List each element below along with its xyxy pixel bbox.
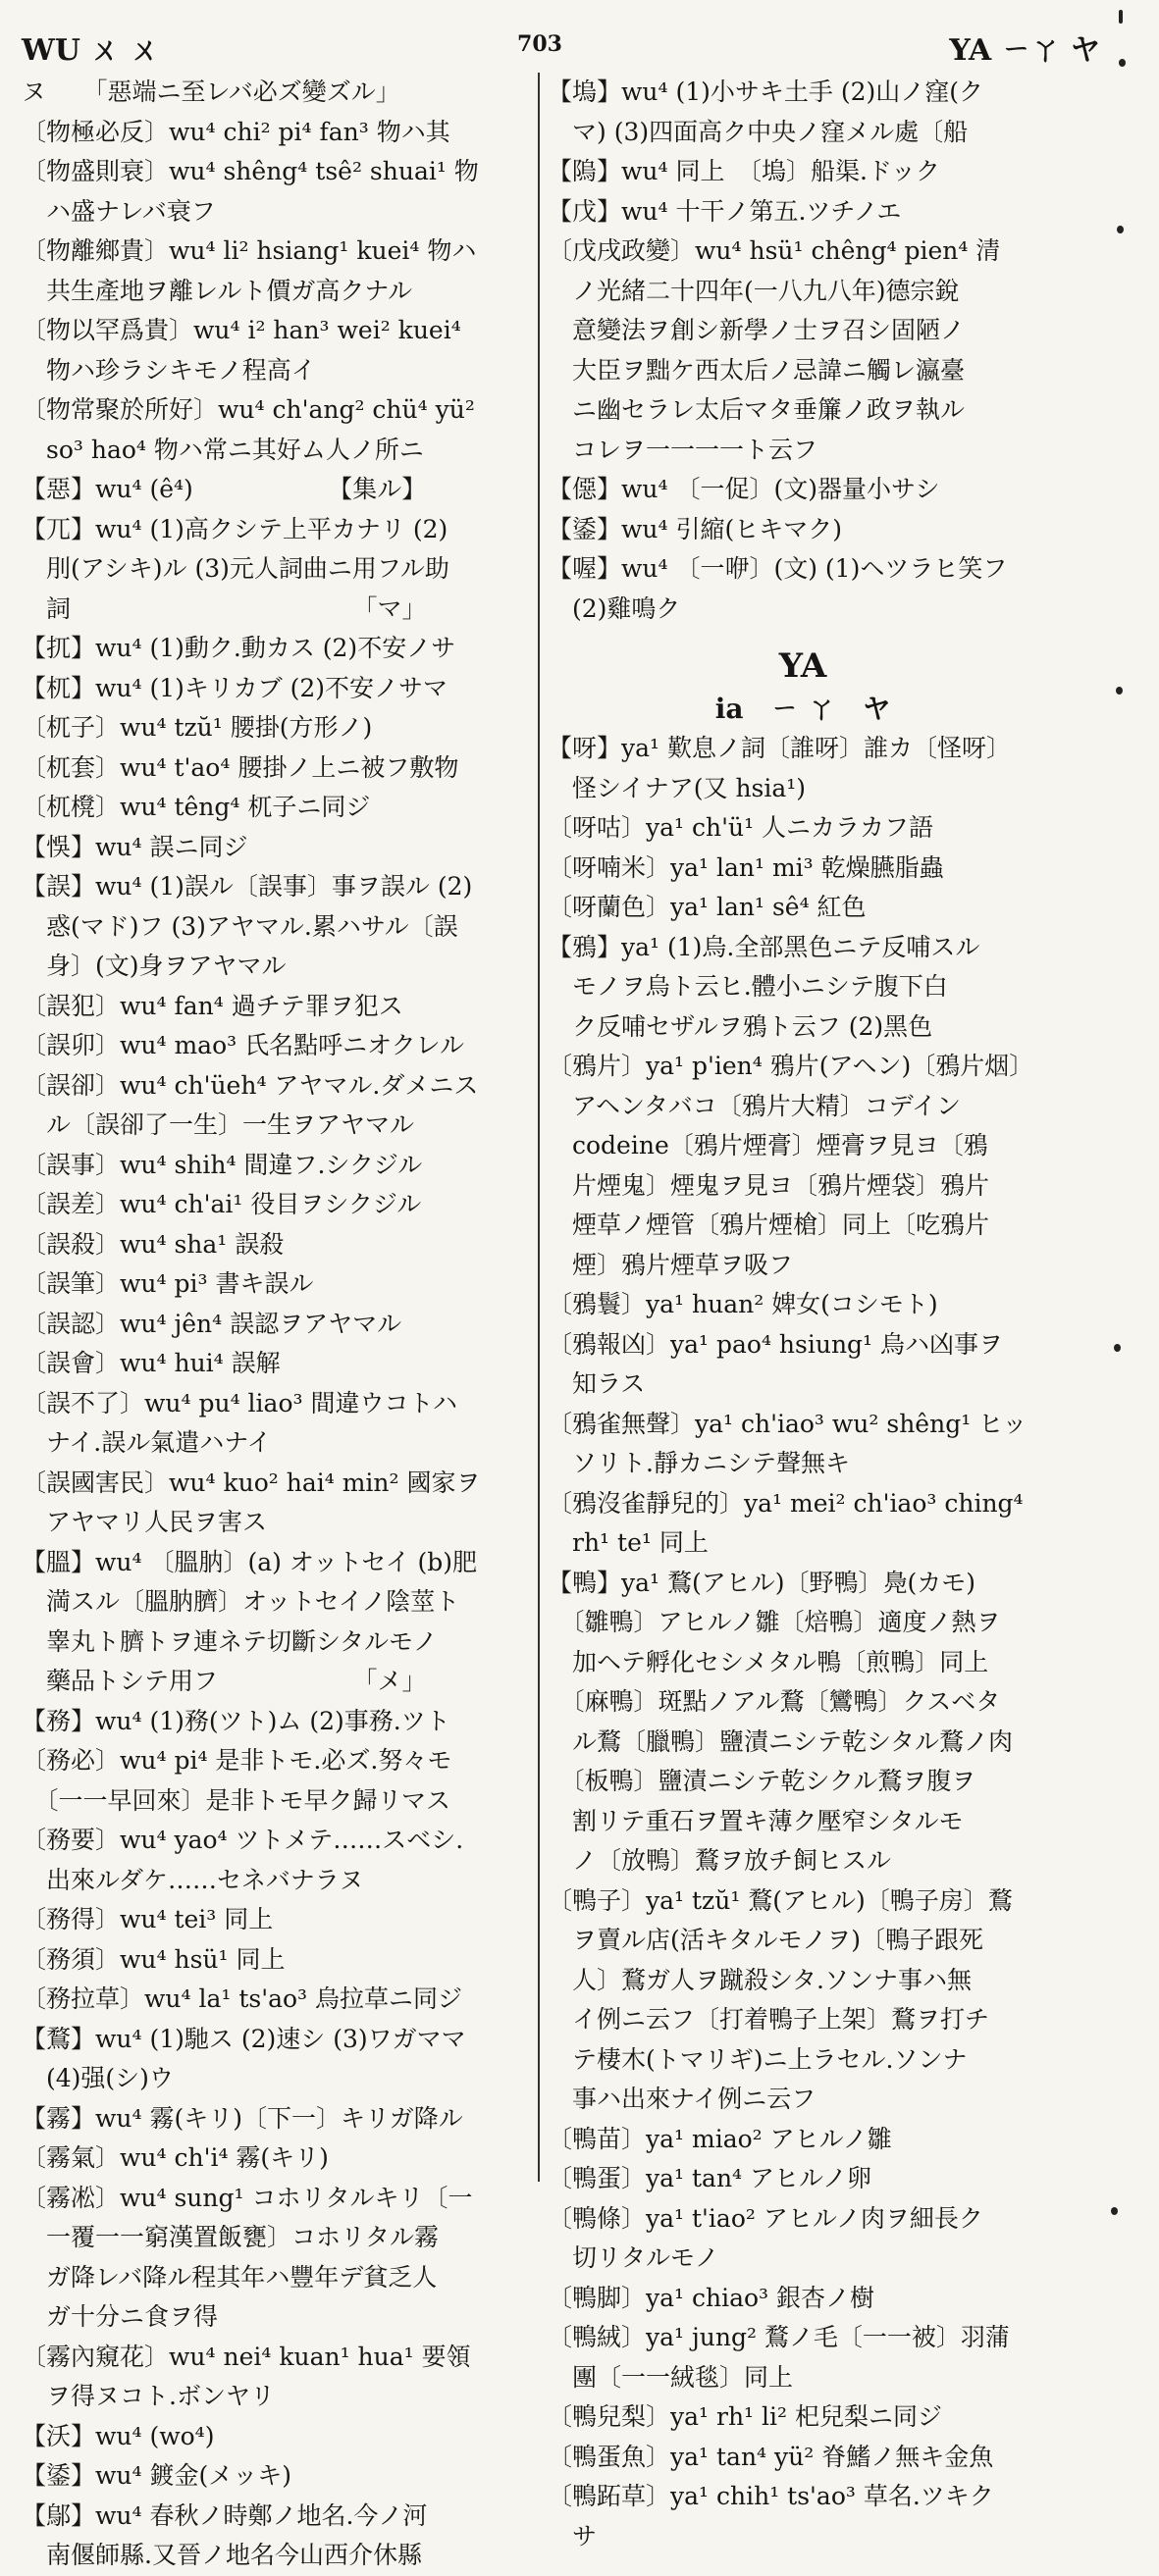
left-column <box>22 73 530 2569</box>
entry-line: 【鶩】wu⁴ (1)馳ス (2)速シ (3)ワガママ <box>22 2024 466 2053</box>
entry-line: 刖(アシキ)ル (3)元人詞曲ニ用フル助 <box>22 554 449 583</box>
entry-line: ヌ 「惡端ニ至レバ必ズ變ズル」 <box>22 77 400 106</box>
entry-line: 〔杌子〕wu⁴ tzŭ¹ 腰掛(方形ノ) <box>22 713 373 742</box>
entry-line: 〔誤會〕wu⁴ hui⁴ 誤解 <box>22 1349 281 1377</box>
entry-line: 意變法ヲ創シ新學ノ士ヲ召シ固陋ノ <box>548 316 966 344</box>
entry-line: アヤマリ人民ヲ害ス <box>22 1508 268 1536</box>
entry-line: 加ヘテ孵化セシメタル鴨〔煎鴨〕同上 <box>548 1647 989 1676</box>
entry-line: YA <box>778 646 827 686</box>
entry-line: 〔鴨跖草〕ya¹ chih¹ ts'ao³ 草名.ツキク <box>548 2482 994 2510</box>
entry-line: 〔務拉草〕wu⁴ la¹ ts'ao³ 烏拉草ニ同ジ <box>22 1984 463 2013</box>
entry-line: 【戊】wu⁴ 十干ノ第五.ツチノエ <box>548 196 902 226</box>
entry-line: 〔誤事〕wu⁴ shih⁴ 間違フ.シクジル <box>22 1150 423 1179</box>
entry-line: 【惡】wu⁴ (ê⁴) 【集ル】 <box>22 475 427 503</box>
entry-line: ノ光緒二十四年(一八九八年)德宗銳 <box>548 276 960 305</box>
entry-line: ヲ賣ル店(活キタルモノヲ)〔鴨子跟死 <box>548 1926 984 1954</box>
entry-line: 【悞】wu⁴ 誤ニ同ジ <box>22 832 248 861</box>
entry-line: 〔呀蘭色〕ya¹ lan¹ sê⁴ 紅色 <box>548 893 867 921</box>
entry-line: 切リタルモノ <box>548 2243 719 2272</box>
entry-line: マ) (3)四面高ク中央ノ窪メル處〔船 <box>548 117 969 146</box>
margin-mark <box>1119 10 1123 24</box>
entry-line: 【喔】wu⁴ 〔一咿〕(文) (1)ヘツラヒ笑フ <box>548 554 1008 583</box>
entry-line: 【兀】wu⁴ (1)高クシテ上平カナリ (2) <box>22 514 448 543</box>
margin-mark <box>1117 226 1124 233</box>
entry-line: 【杌】wu⁴ (1)キリカブ (2)不安ノサマ <box>22 673 448 702</box>
entry-line: 【鋈】wu⁴ 引縮(ヒキマク) <box>548 514 842 543</box>
entry-line: モノヲ烏ト云ヒ.體小ニシテ腹下白 <box>548 972 948 1001</box>
entry-line: イ例ニ云フ〔打着鴨子上架〕鶩ヲ打チ <box>548 2005 990 2034</box>
entry-line: 煙草ノ煙管〔鴉片煙槍〕同上〔吃鴉片 <box>548 1211 990 1239</box>
entry-line: ナイ.誤ル氣遣ハナイ <box>22 1428 272 1457</box>
entry-line: 【沃】wu⁴ (wo⁴) <box>22 2421 215 2450</box>
entry-line: ガ降レバ降ル程其年ハ豐年デ貧乏人 <box>22 2262 438 2292</box>
entry-line: 藥品トシテ用フ 「メ」 <box>22 1667 427 1695</box>
entry-line: 〔誤殺〕wu⁴ sha¹ 誤殺 <box>22 1229 285 1259</box>
entry-line: アヘンタバコ〔鴉片大精〕コデイン <box>548 1091 962 1120</box>
entry-line: 〔誤筆〕wu⁴ pi³ 書キ誤ル <box>22 1269 314 1298</box>
entry-line: 〔鴨子〕ya¹ tzŭ¹ 鶩(アヒル)〔鴨子房〕鶩 <box>548 1885 1013 1915</box>
entry-line: コレヲ一一一一ト云フ <box>548 435 818 464</box>
entry-line: 〔霧氣〕wu⁴ ch'i⁴ 霧(キリ) <box>22 2143 329 2172</box>
entry-line: 〔物盛則衰〕wu⁴ shêng⁴ tsê² shuai¹ 物 <box>22 157 479 185</box>
entry-line: 〔鴨脚〕ya¹ chiao³ 銀杏ノ樹 <box>548 2283 875 2312</box>
entry-line: サ <box>548 2521 598 2550</box>
entry-line: 怪シイナア(又 hsia¹) <box>548 773 807 802</box>
entry-line: 〔物離鄉貴〕wu⁴ li² hsiang¹ kuei⁴ 物ハ <box>22 236 477 265</box>
entry-line: ハ盛ナレバ衰フ <box>22 196 216 226</box>
entry-line: 〔務要〕wu⁴ yao⁴ ツトメテ……スベシ. <box>22 1826 464 1854</box>
margin-mark <box>1114 1344 1121 1352</box>
entry-line: 〔杌櫈〕wu⁴ têng⁴ 杌子ニ同ジ <box>22 793 371 821</box>
entry-line: 〔誤卻〕wu⁴ ch'üeh⁴ アヤマル.ダメニス <box>22 1070 479 1100</box>
entry-line: ニ幽セラレ太后マタ垂簾ノ政ヲ執ル <box>548 395 966 424</box>
column-rule <box>538 73 540 2182</box>
entry-line: 〔鴨蛋魚〕ya¹ tan⁴ yü² 脊鰭ノ無キ金魚 <box>548 2442 994 2471</box>
entry-line: 〔誤國害民〕wu⁴ kuo² hai⁴ min² 國家ヲ <box>22 1468 481 1497</box>
entry-line: 【霧】wu⁴ 霧(キリ)〔下一〕キリガ降ル <box>22 2103 463 2133</box>
entry-line: 〔戊戌政變〕wu⁴ hsü¹ chêng⁴ pien⁴ 清 <box>548 236 1001 265</box>
running-head-left: WU ㄨ ㄨ <box>22 33 160 68</box>
entry-line: 【呀】ya¹ 歎息ノ詞〔誰呀〕誰カ〔怪呀〕 <box>548 734 1011 762</box>
entry-line: 煙〕鴉片煙草ヲ吸フ <box>548 1250 794 1279</box>
entry-line: 〔鴨蛋〕ya¹ tan⁴ アヒルノ卵 <box>548 2164 872 2192</box>
entry-line: 〔呀喃米〕ya¹ lan¹ mi³ 乾燥臙脂蟲 <box>548 852 944 882</box>
entry-line: 〔霧內窺花〕wu⁴ nei⁴ kuan¹ hua¹ 要領 <box>22 2342 471 2371</box>
entry-line: ヲ得ヌコト.ボンヤリ <box>22 2382 275 2410</box>
entry-line: 〔鴨絨〕ya¹ jung² 鶩ノ毛〔一一被〕羽蒲 <box>548 2323 1010 2351</box>
entry-line: 〔物極必反〕wu⁴ chi² pi⁴ fan³ 物ハ其 <box>22 117 450 146</box>
entry-line: ソリト.靜カニシテ聲無キ <box>548 1449 850 1477</box>
entry-line: ル鶩〔臘鴨〕鹽漬ニシテ乾シタル鶩ノ肉 <box>548 1726 1014 1756</box>
entry-line: 割リテ重石ヲ置キ薄ク壓窄シタルモ <box>548 1806 964 1835</box>
entry-line: (2)雞鳴ク <box>548 593 681 623</box>
entry-line: 一覆一一窮漢置飯甕〕コホリタル霧 <box>22 2223 440 2251</box>
entry-line: 〔務必〕wu⁴ pi⁴ 是非トモ.必ズ.努々モ <box>22 1746 452 1775</box>
entry-line: 〔誤認〕wu⁴ jên⁴ 誤認ヲアヤマル <box>22 1309 402 1338</box>
margin-mark <box>1119 59 1126 67</box>
entry-line: codeine〔鴉片煙膏〕煙膏ヲ見ヨ〔鴉 <box>548 1131 988 1159</box>
entry-line: 【扤】wu⁴ (1)動ク.動カス (2)不安ノサ <box>22 634 456 662</box>
entry-line: 片煙鬼〕煙鬼ヲ見ヨ〔鴉片煙袋〕鴉片 <box>548 1170 990 1200</box>
entry-line: 大臣ヲ黜ケ西太后ノ忌諱ニ觸レ瀛臺 <box>548 355 966 385</box>
entry-line: 知ラス <box>548 1369 646 1398</box>
entry-line: 事ハ出來ナイ例ニ云フ <box>548 2085 817 2113</box>
entry-line: 〔鴉雀無聲〕ya¹ ch'iao³ wu² shêng¹ ヒッ <box>548 1409 1027 1438</box>
entry-line: 〔物以罕爲貴〕wu⁴ i² han³ wei² kuei⁴ <box>22 316 461 344</box>
entry-line: 満スル〔膃肭臍〕オットセイノ陰莖ト <box>22 1587 460 1616</box>
entry-line: 【誤】wu⁴ (1)誤ル〔誤事〕事ヲ誤ル (2) <box>22 872 473 901</box>
entry-line: so³ hao⁴ 物ハ常ニ其好ム人ノ所ニ <box>22 435 424 464</box>
entry-line: 身〕(文)身ヲアヤマル <box>22 952 287 980</box>
entry-line: 共生產地ヲ離レルト價ガ高クナル <box>22 276 413 305</box>
entry-line: 南偃師縣.又晉ノ地名今山西介休縣 <box>22 2541 422 2569</box>
page-number: 703 <box>517 31 562 57</box>
entry-line: 物ハ珍ラシキモノ程高イ <box>22 355 316 385</box>
entry-line: 〔務得〕wu⁴ tei³ 同上 <box>22 1905 274 1933</box>
right-column <box>548 73 1058 2550</box>
entry-line: ガ十分ニ食ヲ得 <box>22 2302 219 2331</box>
entry-line: 【塢】wu⁴ (1)小サキ土手 (2)山ノ窪(ク <box>548 77 983 106</box>
entry-line: 惑(マド)フ (3)アヤマル.累ハサル〔誤 <box>22 911 458 941</box>
entry-line: 〔雛鴨〕アヒルノ雛〔焙鴨〕適度ノ熱ヲ <box>548 1608 1001 1636</box>
entry-line: 人〕鶩ガ人ヲ蹴殺シタ.ソンナ事ハ無 <box>548 1965 972 1994</box>
entry-line: 【隖】wu⁴ 同上 〔塢〕船渠.ドック <box>548 157 940 185</box>
entry-line: 〔鴉報凶〕ya¹ pao⁴ hsiung¹ 烏ハ凶事ヲ <box>548 1329 1004 1359</box>
entry-line: 〔板鴨〕鹽漬ニシテ乾シクル鶩ヲ腹ヲ <box>548 1767 976 1795</box>
entry-line: 〔鴉鬟〕ya¹ huan² 婢女(コシモト) <box>548 1290 938 1318</box>
entry-line: 〔誤卯〕wu⁴ mao³ 氏名點呼ニオクレル <box>22 1031 464 1059</box>
entry-line: 詞 「マ」 <box>22 593 427 623</box>
entry-line: ク反哺セザルヲ鴉ト云フ (2)黑色 <box>548 1011 933 1041</box>
entry-line: 【鴉】ya¹ (1)烏.全部黑色ニテ反哺スル <box>548 932 980 961</box>
entry-line: 〔誤不了〕wu⁴ pu⁴ liao³ 間違ウコトハ <box>22 1388 457 1417</box>
entry-line: 出來ルダケ……セネバナラヌ <box>22 1865 364 1894</box>
margin-mark <box>1111 2207 1118 2215</box>
entry-line: ia ㄧ ㄚ ヤ <box>714 693 891 725</box>
entry-line: 〔鴨苗〕ya¹ miao² アヒルノ雛 <box>548 2124 892 2153</box>
entry-line: rh¹ te¹ 同上 <box>548 1528 709 1557</box>
entry-line: 【務】wu⁴ (1)務(ツト)ム (2)事務.ツト <box>22 1706 450 1735</box>
margin-mark <box>1116 687 1123 695</box>
entry-line: 〔鴉沒雀靜兒的〕ya¹ mei² ch'iao³ ching⁴ <box>548 1488 1024 1518</box>
entry-line: 〔霧凇〕wu⁴ sung¹ コホリタルキリ〔一 <box>22 2183 473 2212</box>
entry-line: 〔物常聚於所好〕wu⁴ ch'ang² chü⁴ yü² <box>22 395 475 424</box>
entry-line: 【鄔】wu⁴ 春秋ノ時鄭ノ地名.今ノ河 <box>22 2500 428 2530</box>
entry-line: 【僫】wu⁴ 〔一促〕(文)器量小サシ <box>548 475 940 503</box>
entry-line: 〔誤差〕wu⁴ ch'ai¹ 役目ヲシクジル <box>22 1190 422 1218</box>
entry-line: 睾丸ト臍トヲ連ネテ切斷シタルモノ <box>22 1626 438 1656</box>
entry-line: 〔一一早回來〕是非トモ早ク歸リマス <box>22 1785 451 1815</box>
entry-line: 〔務須〕wu⁴ hsü¹ 同上 <box>22 1944 286 1974</box>
entry-line: 〔麻鴨〕斑點ノアル鶩〔鸞鴨〕クスベタ <box>548 1687 1001 1716</box>
entry-line: ノ〔放鴨〕鶩ヲ放チ飼ヒスル <box>548 1846 892 1875</box>
entry-line: 團〔一一絨毯〕同上 <box>548 2362 794 2392</box>
entry-line: 【膃】wu⁴ 〔膃肭〕(a) オットセイ (b)肥 <box>22 1547 478 1576</box>
entry-line: 〔呀咕〕ya¹ ch'ü¹ 人ニカラカフ語 <box>548 813 934 842</box>
entry-line: 〔鴉片〕ya¹ p'ien⁴ 鴉片(アヘン)〔鴉片烟〕 <box>548 1052 1034 1080</box>
entry-line: 〔杌套〕wu⁴ t'ao⁴ 腰掛ノ上ニ被フ敷物 <box>22 752 459 782</box>
entry-line: 【鴨】ya¹ 鶩(アヒル)〔野鴨〕鳧(カモ) <box>548 1568 976 1597</box>
entry-line: テ棲木(トマリギ)ニ上ラセル.ソンナ <box>548 2044 968 2074</box>
entry-line: 〔鴨兒梨〕ya¹ rh¹ li² 𣏌兒梨ニ同ジ <box>548 2402 942 2431</box>
entry-line: (4)强(シ)ウ <box>22 2064 174 2092</box>
entry-line: 〔鴨條〕ya¹ t'iao² アヒルノ肉ヲ細長ク <box>548 2203 983 2233</box>
entry-line: 【鋈】wu⁴ 鍍金(メッキ) <box>22 2461 291 2490</box>
running-head-right: YA ㄧㄚ ヤ <box>949 33 1100 68</box>
entry-line: 〔誤犯〕wu⁴ fan⁴ 過チテ罪ヲ犯ス <box>22 991 403 1020</box>
entry-line: ル〔誤卻了一生〕一生ヲアヤマル <box>22 1110 415 1139</box>
